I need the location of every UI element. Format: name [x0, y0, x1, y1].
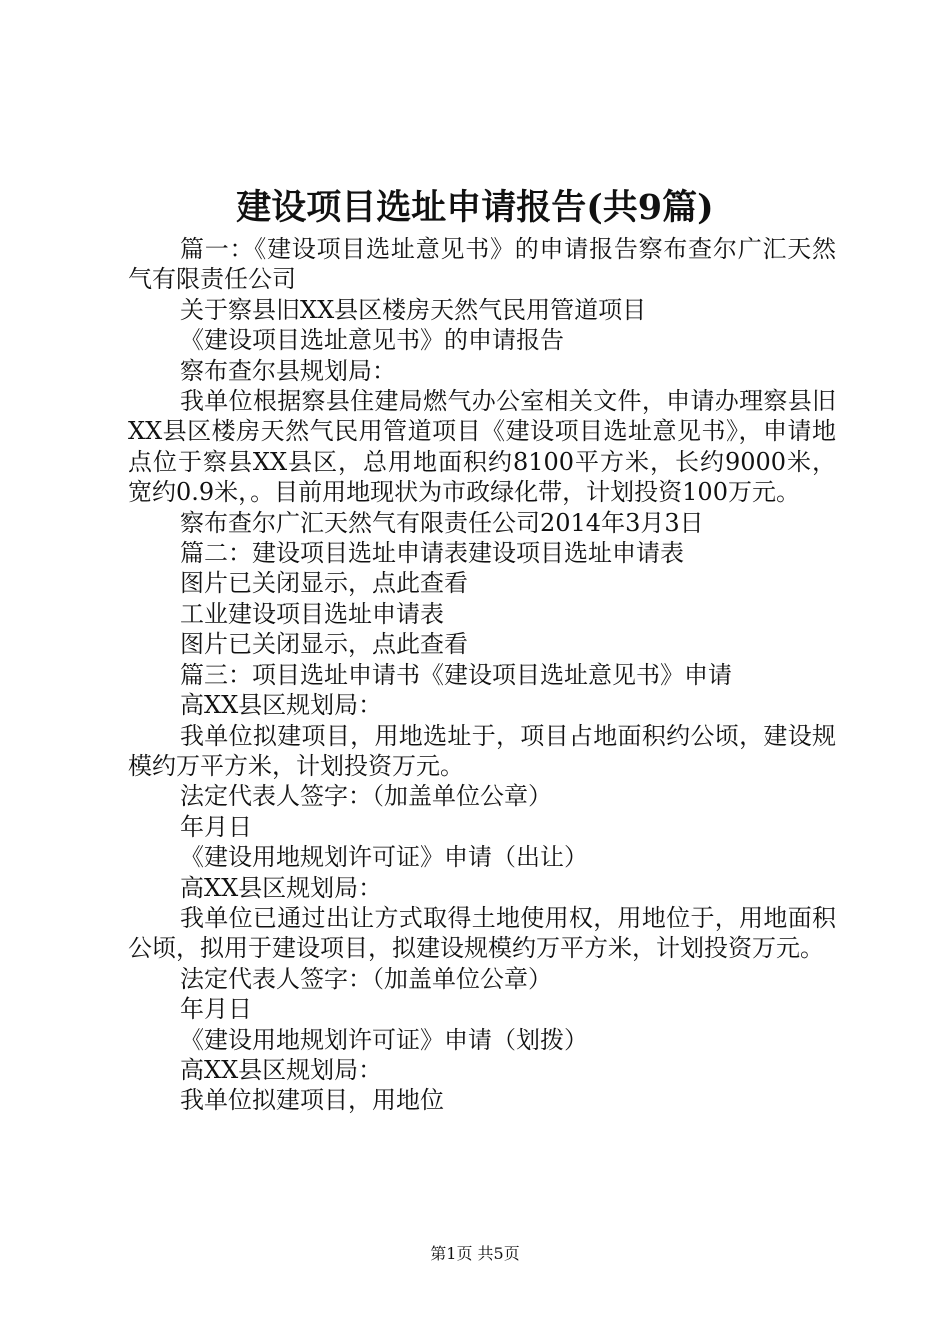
paragraph: 篇二：建设项目选址申请表建设项目选址申请表 [180, 539, 684, 568]
paragraph: 《建设用地规划许可证》申请（出让） [180, 843, 588, 872]
document-body [128, 234, 836, 1116]
paragraph: 图片已关闭显示，点此查看 [180, 630, 468, 659]
paragraph: 我单位根据察县住建局燃气办公室相关文件，申请办理察县旧XX县区楼房天然气民用管道项目《建设项目选址意见书》，申请地点位于察县XX县区，总用地面积约8100平方米，长约9000米，宽约0.9米，。目前用地现状为市政绿化带，计划投资100万元。 [128, 387, 836, 507]
paragraph: 察布查尔广汇天然气有限责任公司2014年3月3日 [180, 508, 704, 537]
paragraph: 关于察县旧XX县区楼房天然气民用管道项目 [180, 295, 647, 324]
document-title: 建设项目选址申请报告(共9篇) [236, 187, 714, 228]
paragraph: 法定代表人签字：（加盖单位公章） [180, 782, 552, 811]
paragraph: 法定代表人签字：（加盖单位公章） [180, 964, 552, 993]
paragraph: 我单位拟建项目，用地选址于，项目占地面积约公顷，建设规模约万平方米，计划投资万元。 [128, 721, 836, 780]
paragraph: 高XX县区规划局： [180, 873, 383, 902]
paragraph: 年月日 [180, 995, 252, 1024]
paragraph: 我单位拟建项目，用地位 [180, 1086, 444, 1115]
page-number-footer: 第1页 共5页 [430, 1244, 520, 1263]
paragraph: 年月日 [180, 812, 252, 841]
paragraph: 高XX县区规划局： [180, 1055, 383, 1084]
paragraph: 《建设用地规划许可证》申请（划拨） [180, 1025, 588, 1054]
paragraph: 察布查尔县规划局： [180, 356, 396, 385]
paragraph: 我单位已通过出让方式取得土地使用权，用地位于，用地面积公顷，拟用于建设项目，拟建设规模约万平方米，计划投资万元。 [128, 903, 836, 963]
paragraph: 篇三：项目选址申请书《建设项目选址意见书》申请 [180, 660, 732, 689]
paragraph: 《建设项目选址意见书》的申请报告 [180, 326, 564, 355]
paragraph: 高XX县区规划局： [180, 691, 383, 720]
paragraph: 图片已关闭显示，点此查看 [180, 569, 468, 598]
paragraph: 工业建设项目选址申请表 [180, 599, 444, 628]
paragraph: 篇一：《建设项目选址意见书》的申请报告察布查尔广汇天然气有限责任公司 [128, 235, 836, 294]
